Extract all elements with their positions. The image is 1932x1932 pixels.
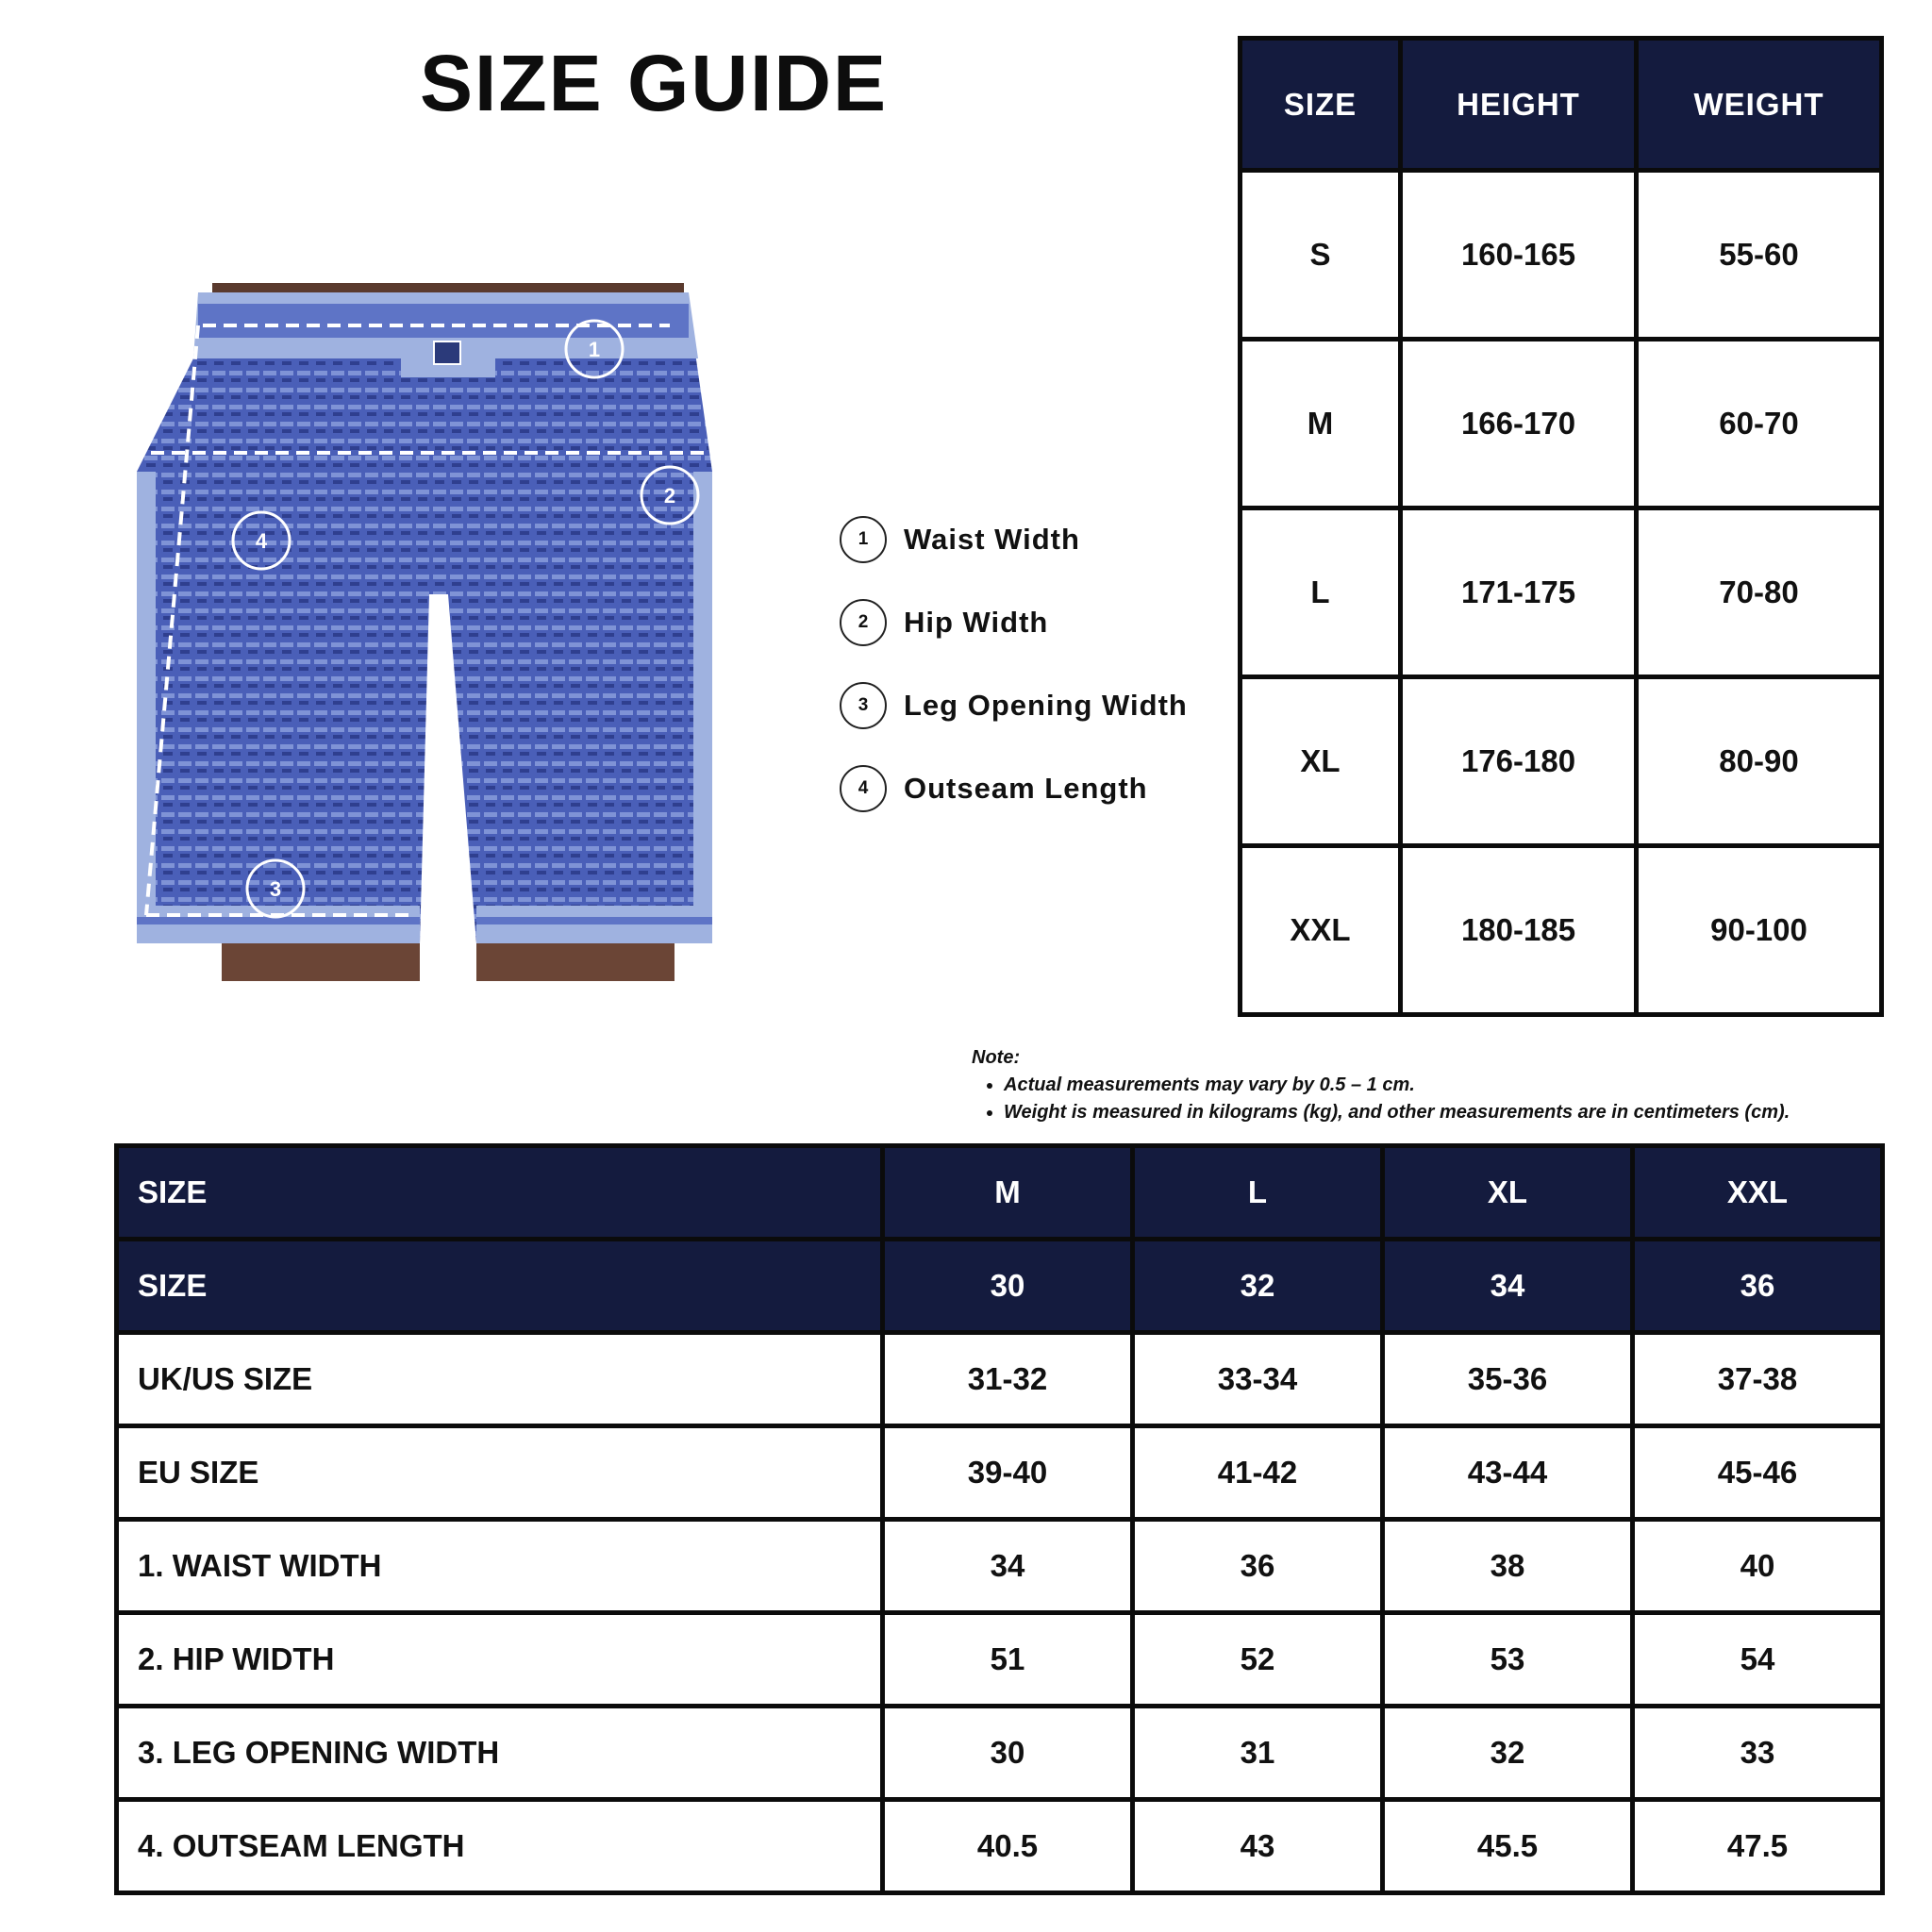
table-cell: XXL [1241, 846, 1401, 1015]
header-weight: WEIGHT [1637, 39, 1882, 171]
table-cell: 171-175 [1401, 508, 1637, 677]
note-item: • Actual measurements may vary by 0.5 – 1 cm. [1004, 1074, 1790, 1096]
legend-number: 2 [840, 599, 887, 646]
legend-item [840, 664, 1188, 747]
row-label: EU SIZE [117, 1426, 883, 1520]
table-row [1241, 171, 1882, 340]
table-cell: 166-170 [1401, 340, 1637, 508]
legend-label: Leg Opening Width [904, 689, 1188, 722]
table-cell: 43-44 [1383, 1426, 1633, 1520]
note-title: Note: [972, 1047, 1021, 1068]
table-cell: 160-165 [1401, 171, 1637, 340]
table-row [1241, 846, 1882, 1015]
table-cell: 38 [1383, 1520, 1633, 1613]
table-header-row [117, 1240, 1883, 1333]
table-cell: 35-36 [1383, 1333, 1633, 1426]
table-cell: 30 [883, 1707, 1133, 1800]
table-cell: 176-180 [1401, 677, 1637, 846]
table-cell: 47.5 [1633, 1800, 1883, 1893]
table-cell: 54 [1633, 1613, 1883, 1707]
table-row [117, 1333, 1883, 1426]
table-cell: M [1241, 340, 1401, 508]
size-measurement-table [114, 1143, 1885, 1895]
header-height: HEIGHT [1401, 39, 1637, 171]
marker-4: 4 [255, 529, 268, 553]
row-label: 3. LEG OPENING WIDTH [117, 1707, 883, 1800]
table-cell: 31-32 [883, 1333, 1133, 1426]
table-cell: S [1241, 171, 1401, 340]
table-row [117, 1707, 1883, 1800]
table-cell: L [1241, 508, 1401, 677]
table-header-row [117, 1146, 1883, 1240]
row-label: 4. OUTSEAM LENGTH [117, 1800, 883, 1893]
table-cell: 40 [1633, 1520, 1883, 1613]
measurement-note [972, 1047, 1790, 1129]
table-cell: 53 [1383, 1613, 1633, 1707]
table-cell: 60-70 [1637, 340, 1882, 508]
table-cell: 70-80 [1637, 508, 1882, 677]
table-cell: 31 [1133, 1707, 1383, 1800]
table-cell: 43 [1133, 1800, 1383, 1893]
table-cell: 33-34 [1133, 1333, 1383, 1426]
table-cell: 37-38 [1633, 1333, 1883, 1426]
table-row [117, 1520, 1883, 1613]
table-cell: 55-60 [1637, 171, 1882, 340]
table-header-row [1241, 39, 1882, 171]
table-cell: 90-100 [1637, 846, 1882, 1015]
table-row [1241, 677, 1882, 846]
row-label: SIZE [117, 1146, 883, 1240]
table-cell: 180-185 [1401, 846, 1637, 1015]
table-cell: 33 [1633, 1707, 1883, 1800]
legend-label: Outseam Length [904, 772, 1148, 805]
row-label: UK/US SIZE [117, 1333, 883, 1426]
row-label: 2. HIP WIDTH [117, 1613, 883, 1707]
page-title: SIZE GUIDE [420, 39, 889, 127]
table-row [1241, 340, 1882, 508]
marker-1: 1 [588, 338, 601, 361]
table-cell: 36 [1133, 1520, 1383, 1613]
measurement-legend [840, 498, 1188, 830]
table-row [117, 1426, 1883, 1520]
table-cell: 39-40 [883, 1426, 1133, 1520]
height-weight-table [1238, 36, 1884, 1017]
header-size: SIZE [1241, 39, 1401, 171]
table-cell: M [883, 1146, 1133, 1240]
legend-number: 1 [840, 516, 887, 563]
table-row [117, 1800, 1883, 1893]
table-cell: 34 [883, 1520, 1133, 1613]
table-cell: 36 [1633, 1240, 1883, 1333]
legend-item [840, 498, 1188, 581]
table-cell: L [1133, 1146, 1383, 1240]
table-cell: 32 [1133, 1240, 1383, 1333]
table-cell: 40.5 [883, 1800, 1133, 1893]
marker-2: 2 [663, 484, 676, 508]
table-cell: XL [1241, 677, 1401, 846]
table-row [117, 1613, 1883, 1707]
note-item: • Weight is measured in kilograms (kg), and other measurements are in centimeters (cm). [1004, 1102, 1790, 1124]
table-cell: 32 [1383, 1707, 1633, 1800]
marker-3: 3 [269, 877, 282, 901]
legend-label: Waist Width [904, 523, 1080, 556]
legend-number: 3 [840, 682, 887, 729]
row-label: 1. WAIST WIDTH [117, 1520, 883, 1613]
table-cell: 41-42 [1133, 1426, 1383, 1520]
legend-item [840, 581, 1188, 664]
legend-item [840, 747, 1188, 830]
legend-label: Hip Width [904, 606, 1049, 639]
table-cell: 51 [883, 1613, 1133, 1707]
row-label: SIZE [117, 1240, 883, 1333]
shorts-image [108, 283, 769, 981]
legend-number: 4 [840, 765, 887, 812]
table-cell: 45-46 [1633, 1426, 1883, 1520]
table-cell: XXL [1633, 1146, 1883, 1240]
table-row [1241, 508, 1882, 677]
table-cell: 34 [1383, 1240, 1633, 1333]
table-cell: 52 [1133, 1613, 1383, 1707]
table-cell: XL [1383, 1146, 1633, 1240]
table-cell: 80-90 [1637, 677, 1882, 846]
table-cell: 45.5 [1383, 1800, 1633, 1893]
table-cell: 30 [883, 1240, 1133, 1333]
